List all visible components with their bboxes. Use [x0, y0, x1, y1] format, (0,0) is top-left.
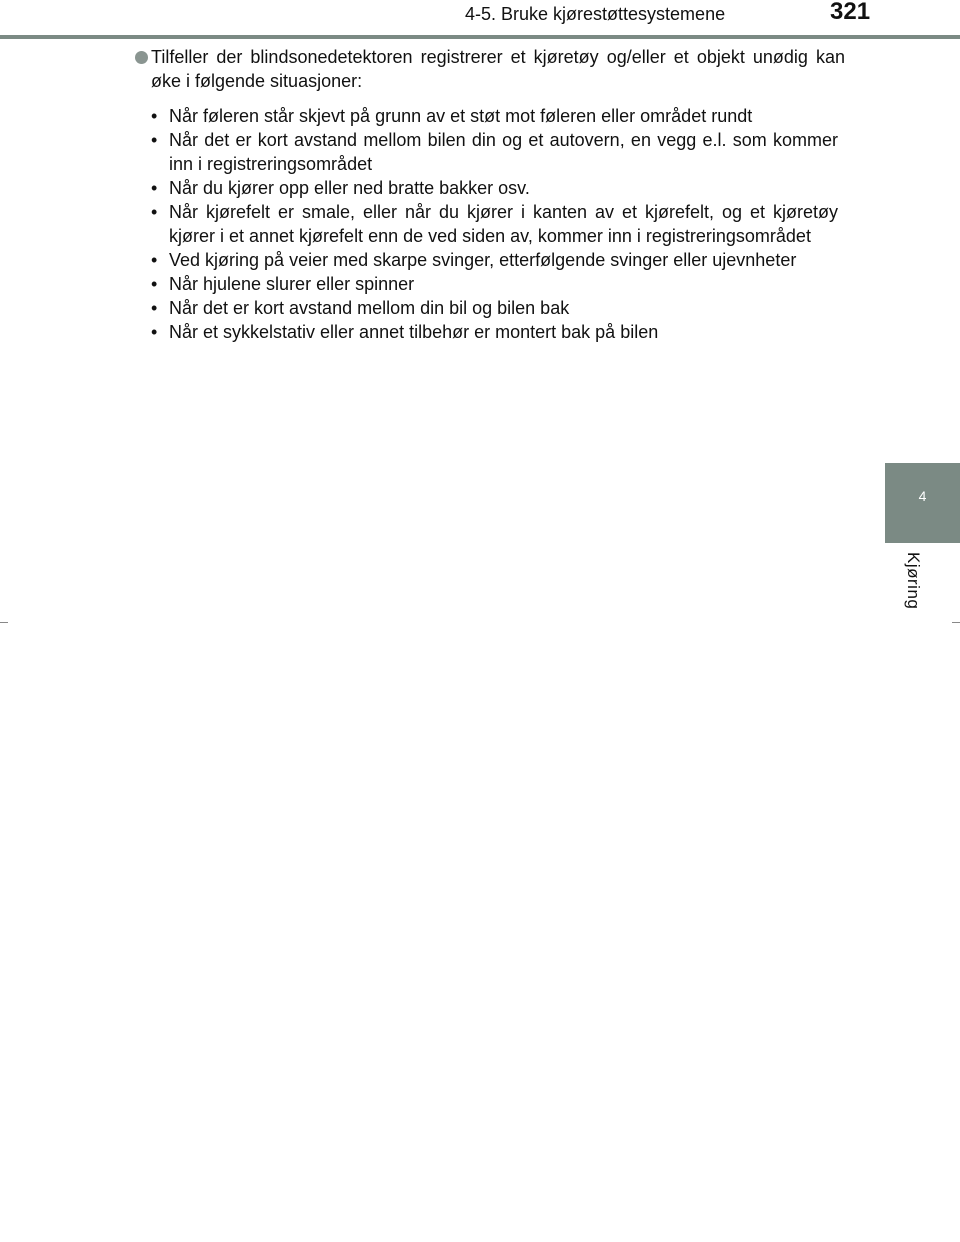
list-item-text: Når det er kort avstand mellom din bil og bilen bak [169, 298, 570, 318]
list-item [135, 200, 838, 248]
header-rule [0, 35, 960, 39]
list-item-text: Ved kjøring på veier med skarpe svinger, etterfølgende svinger eller ujevnheter [169, 250, 797, 270]
list-item [135, 128, 838, 176]
list-item [135, 248, 838, 272]
chapter-label: Kjøring [904, 552, 923, 610]
intro-text: Tilfeller der blindsonedetektoren registrerer et kjøretøy og/eller et objekt unødig kan øke i følgende situasjoner: [151, 47, 845, 91]
list-item-text: Når kjørefelt er smale, eller når du kjører i kanten av et kjørefelt, og et kjøretøy kjører i et annet kjørefelt enn de ved siden av, kommer inn i registreringsområdet [169, 202, 838, 246]
intro-paragraph [135, 45, 845, 93]
main-content [135, 45, 845, 344]
bullet-marker: • [151, 274, 158, 294]
bullet-marker: • [151, 322, 158, 342]
crop-mark-left [0, 622, 8, 623]
bullet-marker: • [151, 202, 158, 222]
chapter-number: 4 [918, 488, 927, 504]
list-item-text: Når føleren står skjevt på grunn av et støt mot føleren eller området rundt [169, 106, 753, 126]
page-number: 321 [830, 0, 871, 25]
bullet-marker: • [151, 130, 158, 150]
list-item [135, 272, 838, 296]
section-title: 4-5. Bruke kjørestøttesystemene [465, 4, 726, 24]
round-bullet-icon [135, 51, 148, 64]
list-item [135, 104, 838, 128]
list-item-text: Når et sykkelstativ eller annet tilbehør er montert bak på bilen [169, 322, 659, 342]
list-item-text: Når det er kort avstand mellom bilen din og et autovern, en vegg e.l. som kommer inn i registreringsområdet [169, 130, 838, 174]
chapter-tab [885, 463, 960, 543]
situation-list [135, 104, 838, 344]
bullet-marker: • [151, 178, 158, 198]
list-item [135, 176, 838, 200]
list-item-text: Når du kjører opp eller ned bratte bakker osv. [169, 178, 530, 198]
list-item-text: Når hjulene slurer eller spinner [169, 274, 415, 294]
crop-mark-right [952, 622, 960, 623]
bullet-marker: • [151, 250, 158, 270]
list-item [135, 320, 838, 344]
bullet-marker: • [151, 298, 158, 318]
list-item [135, 296, 838, 320]
bullet-marker: • [151, 106, 158, 126]
